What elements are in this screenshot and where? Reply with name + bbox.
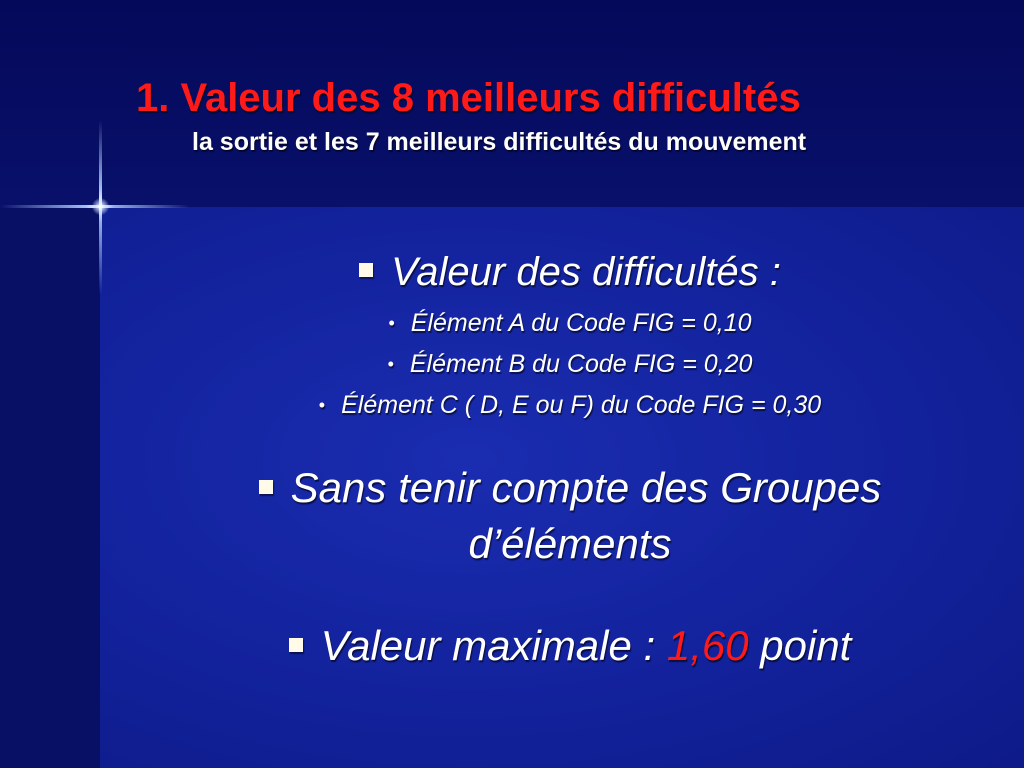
bullet-groups-text-line1: Sans tenir compte des Groupes xyxy=(290,464,882,511)
bullet-groups-continuation xyxy=(140,520,1000,568)
bullet-groups xyxy=(140,464,1000,512)
bullet-max-suffix: point xyxy=(748,622,852,669)
sub-bullet-element-b xyxy=(140,350,1000,379)
dot-bullet-icon: • xyxy=(388,313,395,333)
bullet-groups-text-line2: d’éléments xyxy=(468,520,672,567)
sparkle-star-icon xyxy=(92,198,109,215)
dot-bullet-icon: • xyxy=(318,395,326,415)
square-bullet-icon xyxy=(289,638,303,652)
sub-bullet-text: Élément B du Code FIG = 0,20 xyxy=(409,350,753,378)
sub-bullet-element-a xyxy=(140,309,1000,338)
square-bullet-icon xyxy=(259,480,273,494)
max-value-number: 1,60 xyxy=(666,622,749,669)
bullet-difficulties xyxy=(140,250,1000,295)
slide-subtitle: la sortie et les 7 meilleurs difficultés du mouvement xyxy=(192,128,807,156)
sub-bullet-text: Élément C ( D, E ou F) du Code FIG = 0,30 xyxy=(341,391,822,419)
sub-bullet-element-c xyxy=(140,391,1000,420)
square-bullet-icon xyxy=(359,263,373,277)
dot-bullet-icon: • xyxy=(387,354,394,374)
bullet-max-value xyxy=(140,622,1000,670)
sub-bullet-text: Élément A du Code FIG = 0,10 xyxy=(410,309,752,337)
slide-title: 1. Valeur des 8 meilleurs difficultés xyxy=(136,76,801,120)
left-band xyxy=(0,207,100,768)
bullet-difficulties-text: Valeur des difficultés : xyxy=(391,250,781,294)
bullet-max-prefix: Valeur maximale : xyxy=(320,622,667,669)
